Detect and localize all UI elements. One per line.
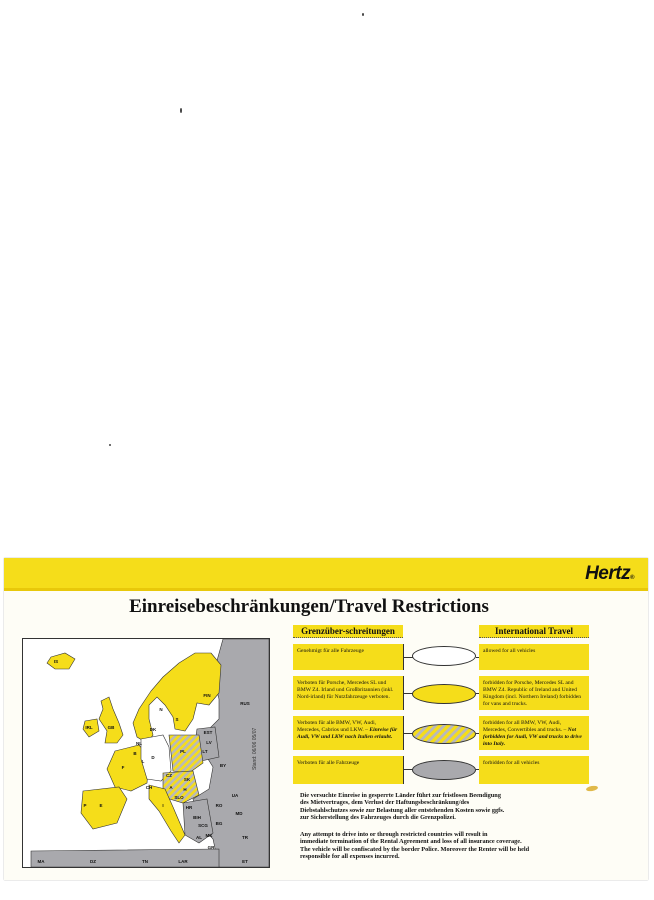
row-allowed-en: allowed for all vehicles xyxy=(479,644,589,670)
map-country-code-dz: DZ xyxy=(90,859,96,864)
row-hatched-en: forbidden for all BMW, VW, Audi, Mercedes, Convertibles and trucks. – Not forbidden for Audi, VW and trucks to drive into Italy. xyxy=(479,716,589,750)
brand-band-rule xyxy=(4,588,648,591)
note-en: Any attempt to drive into or through restricted countries will result in immediate termination of the Rental Agreement and loss of all insurance coverage. The vehicle will be confiscated by the border Police. Moreover the Renter will be held responsible for all expenses incurred. xyxy=(300,831,530,861)
map-country-code-ch: CH xyxy=(145,785,153,790)
row-allowed-de: Genehmigt für alle Fahrzeuge xyxy=(293,644,403,670)
map-country-code-s: S xyxy=(175,717,179,722)
map-country-code-fin: FIN xyxy=(203,693,211,698)
map-country-code-al: AL xyxy=(196,835,202,840)
map-country-code-a: A xyxy=(169,785,173,790)
map-country-code-gr: GR xyxy=(207,845,215,850)
map-country-code-cz: CZ xyxy=(166,773,172,778)
map-country-code-n: N xyxy=(159,707,163,712)
map-stand-date: Stand: 06/06 05/07 xyxy=(252,727,258,770)
row-bracket xyxy=(403,756,404,784)
legend-oval-hatched xyxy=(412,724,476,744)
map-region-uk xyxy=(99,697,123,743)
map-country-code-f: F xyxy=(121,765,125,770)
header-de: Grenzüber-schreitungen xyxy=(293,625,403,638)
travel-restrictions-card xyxy=(4,558,648,880)
map-region-africa xyxy=(31,849,219,867)
map-country-code-mk: MK xyxy=(205,833,213,838)
hertz-logo: Hertz® xyxy=(585,563,634,584)
map-country-code-bih: BIH xyxy=(193,815,201,820)
map-country-code-lar: LAR xyxy=(178,859,188,864)
map-country-code-by: BY xyxy=(219,763,227,768)
map-country-code-tr: TR xyxy=(242,835,248,840)
legend-oval-forbidden-some xyxy=(412,684,476,704)
map-country-code-ro: RO xyxy=(215,803,223,808)
map-country-code-d: D xyxy=(151,755,155,760)
map-country-code-ua: UA xyxy=(231,793,239,798)
scan-speck xyxy=(180,108,182,113)
map-country-code-irl: IRL xyxy=(85,725,93,730)
row-hatched-de: Verboten für alle BMW, VW, Audi, Mercedes, Cabrios und LKW. – Einreise für Audi, VW und LKW nach Italien erlaubt. xyxy=(293,716,403,750)
map-country-code-p: P xyxy=(83,803,87,808)
map-region-iberia xyxy=(81,787,127,829)
map-country-code-dk: DK xyxy=(149,727,157,732)
legend-oval-allowed xyxy=(412,646,476,666)
map-country-code-i: I xyxy=(162,803,164,808)
scan-speck xyxy=(109,444,111,446)
map-country-code-h: H xyxy=(183,787,187,792)
map-region-iceland xyxy=(47,653,75,669)
map-country-code-et: ET xyxy=(242,859,248,864)
page-title: Einreisebeschränkungen/Travel Restrictions xyxy=(129,596,489,617)
stamp-mark xyxy=(586,785,599,792)
map-country-code-e: E xyxy=(99,803,103,808)
map-country-code-md: MD xyxy=(235,811,243,816)
map-country-code-b: B xyxy=(133,751,137,756)
row-forbidden-all-de: Verboten für alle Fahrzeuge xyxy=(293,756,403,784)
map-country-code-bg: BG xyxy=(215,821,223,826)
map-country-code-is: IS xyxy=(53,659,59,664)
map-country-code-rus: RUS xyxy=(240,701,250,706)
note-de: Die versuchte Einreise in gesperrte Länder führt zur fristlosen Beendigung des Mietvertrages, dem Verlust der Haftungsbeschränkung/des Diebstahlschutzes sowie zur Belastung aller entstehenden Kosten sowie ggfs. zur Sicherstellung des Fahrzeuges durch die Grenzpolizei. xyxy=(300,792,505,822)
map-country-code-slo: SLO xyxy=(174,795,184,800)
map-country-code-l: L xyxy=(141,759,145,764)
map-region-poland xyxy=(169,735,203,773)
row-forbidden-some-de: Verboten für Porsche, Mercedes SL und BMW Z4. Irland und Großbritannien (inkl. Nord-irland) für Nutzfahrzeuge verboten. xyxy=(293,676,403,710)
scan-speck xyxy=(362,13,364,16)
row-forbidden-some-en: forbidden for Porsche, Mercedes SL and BMW Z4. Republic of Ireland and United Kingdom (incl. Northern Ireland) forbidden for vans and trucks. xyxy=(479,676,589,710)
map-country-code-tn: TN xyxy=(142,859,148,864)
legend-oval-forbidden-all xyxy=(412,760,476,780)
map-country-code-sk: SK xyxy=(183,777,191,782)
map-country-code-gb: GB xyxy=(107,725,115,730)
map-country-code-lt: LT xyxy=(202,749,208,754)
map-country-code-est: EST xyxy=(203,730,213,735)
map-country-code-scg: SCG xyxy=(198,823,208,828)
brand-band xyxy=(4,558,648,588)
map-country-code-hr: HR xyxy=(185,805,193,810)
map-country-code-pl: PL xyxy=(180,749,186,754)
map-country-code-lv: LV xyxy=(206,740,212,745)
map-country-code-nl: NL xyxy=(136,741,142,746)
map-country-code-ma: MA xyxy=(37,859,45,864)
europe-map xyxy=(22,638,270,868)
header-en: International Travel xyxy=(479,625,589,638)
row-forbidden-all-en: forbidden for all vehicles xyxy=(479,756,589,784)
